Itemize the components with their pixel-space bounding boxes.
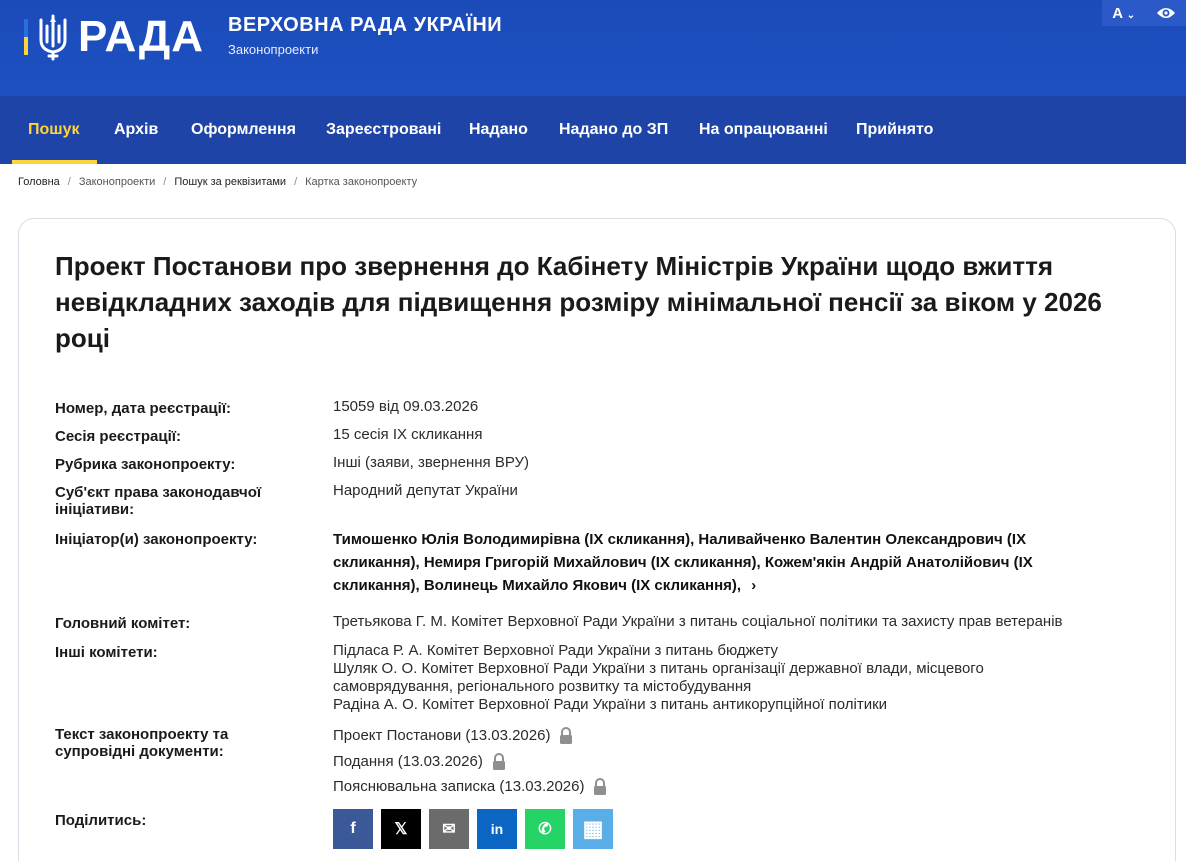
chevron-down-icon: ⌄: [1126, 9, 1136, 21]
flag-icon: [24, 19, 28, 55]
nav-item-adopted[interactable]: Прийнято: [856, 121, 934, 138]
session-label: Сесія реєстрації:: [55, 428, 181, 445]
breadcrumb: [18, 176, 417, 188]
documents-label: Текст законопроекту та супровідні документи:: [55, 726, 229, 760]
header-tools: [1102, 0, 1186, 26]
breadcrumb-separator: /: [163, 176, 167, 188]
share-label: Поділитись:: [55, 812, 147, 829]
nav-item-submitted[interactable]: Надано: [469, 121, 528, 138]
other-committees-label: Інші комітети:: [55, 644, 158, 661]
email-icon: ✉: [442, 821, 456, 838]
document-item: [333, 778, 608, 795]
site-header: [0, 0, 1186, 96]
other-committee-item: Підласа Р. А. Комітет Верховної Ради України з питань бюджету: [333, 642, 779, 659]
nav-item-search[interactable]: Пошук: [28, 121, 80, 138]
other-committees-list: [333, 642, 1153, 714]
qr-code-icon: ▦: [582, 816, 604, 841]
subject-value: Народний депутат України: [333, 482, 518, 499]
breadcrumb-current: Картка законопроекту: [305, 176, 418, 188]
breadcrumb-home[interactable]: Головна: [18, 176, 60, 188]
number-value: 15059 від 09.03.2026: [333, 398, 479, 415]
nav-item-formatting[interactable]: Оформлення: [191, 121, 296, 138]
site-logo[interactable]: [24, 12, 204, 62]
document-link[interactable]: Пояснювальна записка (13.03.2026): [333, 778, 585, 795]
nav-item-registered[interactable]: Зареєстровані: [326, 121, 442, 138]
linkedin-icon: in: [490, 821, 504, 837]
initiators-list[interactable]: Тимошенко Юлія Володимирівна (IX скликання), Наливайченко Валентин Олександрович (IX скликання), Немиря Григорій Михайлович (IX скликання), Кожем'якін Андрій Анатолійович (IX скликання), Волинець Михайло Якович (IX скликання),: [333, 531, 1033, 594]
nav-item-submitted-zp[interactable]: Надано до ЗП: [559, 121, 669, 138]
document-item: [333, 727, 574, 744]
breadcrumb-separator: /: [294, 176, 298, 188]
rubric-label: Рубрика законопроекту:: [55, 456, 236, 473]
eye-icon[interactable]: [1156, 6, 1176, 20]
nav-item-processing[interactable]: На опрацюванні: [699, 121, 828, 138]
number-label: Номер, дата реєстрації:: [55, 400, 232, 417]
logo-text: РАДА: [78, 12, 205, 61]
share-facebook-button[interactable]: [333, 809, 373, 849]
share-qr-button[interactable]: [573, 809, 613, 849]
breadcrumb-bills[interactable]: Законопроекти: [78, 176, 156, 188]
page-title: Проект Постанови про звернення до Кабінету Міністрів України щодо вжиття невідкладних заходів для підвищення розміру мінімальної пенсії за віком у 2026 році: [55, 251, 1102, 353]
main-committee-value: Третьякова Г. М. Комітет Верховної Ради України з питань соціальної політики та захисту прав ветеранів: [333, 613, 1063, 630]
chevron-right-icon[interactable]: ›: [751, 577, 757, 594]
main-nav: [0, 96, 1186, 164]
rubric-value: Інші (заяви, звернення ВРУ): [333, 454, 530, 471]
initiators-value: [333, 528, 1093, 597]
document-link[interactable]: Проект Постанови (13.03.2026): [333, 727, 551, 744]
document-link[interactable]: Подання (13.03.2026): [333, 753, 483, 770]
initiators-label: Ініціатор(и) законопроекту:: [55, 531, 258, 548]
trident-icon: [36, 12, 70, 62]
lock-icon: [491, 753, 507, 770]
facebook-icon: f: [350, 820, 356, 837]
nav-active-indicator: [12, 160, 97, 164]
nav-item-archive[interactable]: Архів: [114, 121, 159, 138]
breadcrumb-search[interactable]: Пошук за реквізитами: [174, 176, 287, 188]
font-size-button[interactable]: A ⌄: [1112, 4, 1136, 22]
share-x-button[interactable]: [381, 809, 421, 849]
other-committee-item: Радіна А. О. Комітет Верховної Ради України з питань антикорупційної політики: [333, 696, 888, 713]
site-title: ВЕРХОВНА РАДА УКРАЇНИ: [228, 14, 503, 36]
share-email-button[interactable]: [429, 809, 469, 849]
whatsapp-icon: ✆: [538, 821, 552, 838]
site-subtitle: Законопроекти: [228, 42, 319, 57]
lock-icon: [592, 778, 608, 795]
share-whatsapp-button[interactable]: [525, 809, 565, 849]
x-icon: 𝕏: [394, 821, 408, 838]
main-committee-label: Головний комітет:: [55, 615, 191, 632]
document-item: [333, 753, 507, 770]
other-committee-item: Шуляк О. О. Комітет Верховної Ради України з питань організації державної влади, місцевого самоврядування, регіонального розвитку та містобудування: [333, 660, 984, 695]
subject-label: Суб'єкт права законодавчої ініціативи:: [55, 484, 262, 518]
lock-icon: [558, 727, 574, 744]
share-linkedin-button[interactable]: [477, 809, 517, 849]
session-value: 15 сесія IX скликання: [333, 426, 483, 443]
breadcrumb-separator: /: [67, 176, 71, 188]
